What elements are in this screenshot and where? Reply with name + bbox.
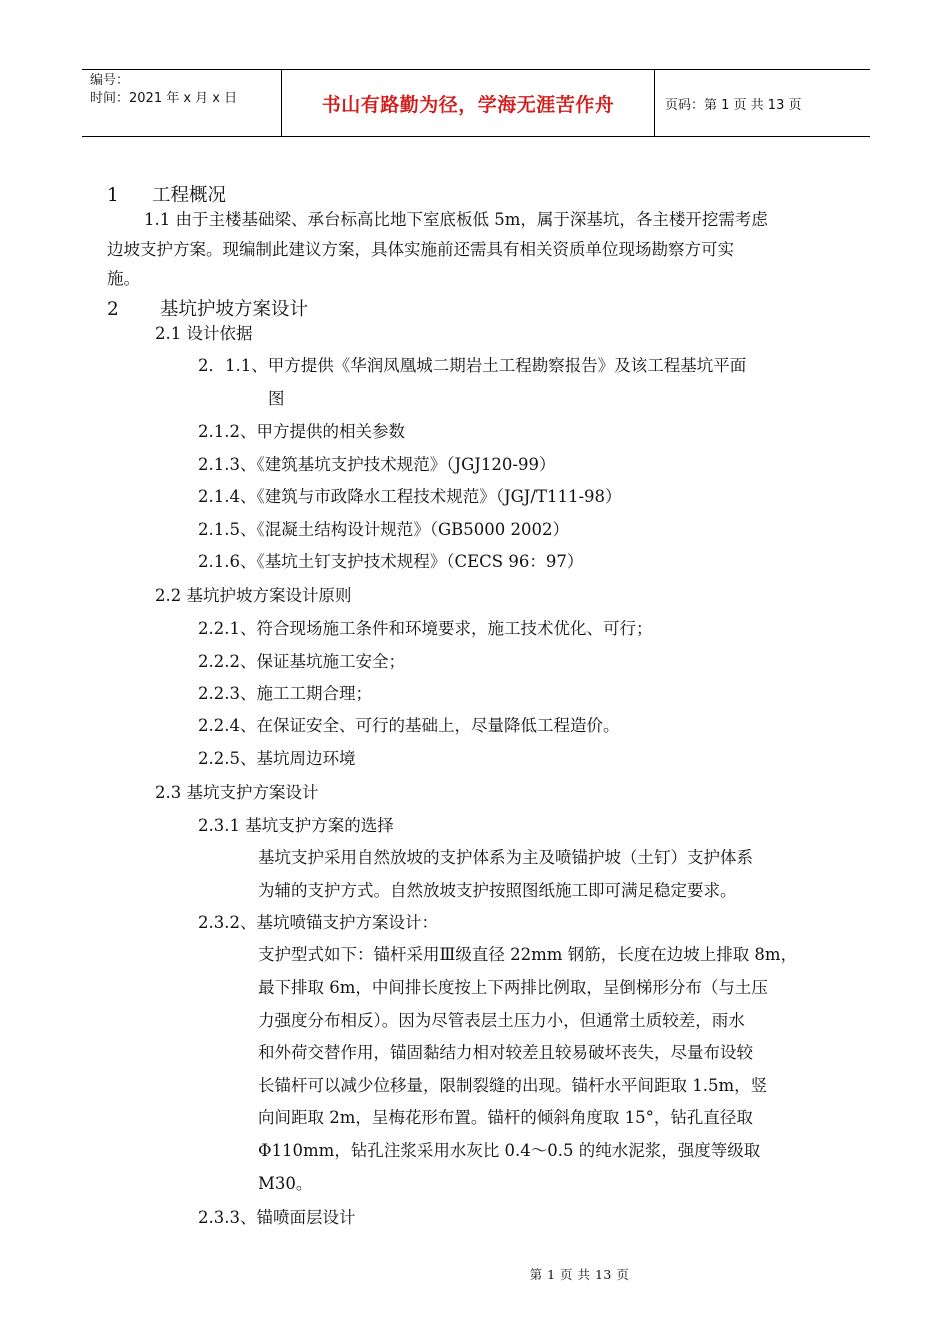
list-item: 2.2.2、保证基坑施工安全； bbox=[198, 652, 405, 671]
list-item: 2.3.1 基坑支护方案的选择 bbox=[198, 816, 394, 835]
paragraph-line: 向间距取 2m，呈梅花形布置。锚杆的倾斜角度取 15°，钻孔直径取 bbox=[258, 1108, 753, 1127]
serial-label: 编号： bbox=[90, 73, 130, 88]
list-item: 2.2.4、在保证安全、可行的基础上，尽量降低工程造价。 bbox=[198, 716, 620, 735]
footer-page-number: 第 1 页 共 13 页 bbox=[529, 1267, 630, 1282]
motto: 书山有路勤为径，学海无涯苦作舟 bbox=[321, 93, 615, 116]
paragraph-line: 力强度分布相反）。因为尽管表层土压力小，但通常土质较差，雨水 bbox=[258, 1011, 745, 1030]
header-meta bbox=[82, 70, 282, 136]
page-header bbox=[82, 69, 870, 137]
section-1-title: 工程概况 bbox=[152, 185, 227, 206]
page-footer bbox=[0, 1250, 950, 1283]
paragraph-line: 支护型式如下：锚杆采用Ⅲ级直径 22mm 钢筋，长度在边坡上排取 8m， bbox=[258, 945, 798, 964]
subsection-heading: 2.2 基坑护坡方案设计原则 bbox=[155, 586, 352, 605]
list-item: 2.3.2、基坑喷锚支护方案设计： bbox=[198, 913, 438, 932]
page-info: 页码：第 1 页 共 13 页 bbox=[665, 97, 802, 113]
list-item: 2.1.4、《建筑与市政降水工程技术规范》（JGJ/T111-98） bbox=[198, 487, 622, 506]
section-2-heading bbox=[107, 300, 308, 320]
section-1-heading bbox=[107, 186, 226, 206]
list-item: 2.1.3、《建筑基坑支护技术规范》（JGJ120-99） bbox=[198, 455, 556, 474]
paragraph-1-line: 边坡支护方案。现编制此建议方案，具体实施前还需具有相关资质单位现场勘察方可实 bbox=[107, 240, 734, 259]
header-motto-cell bbox=[282, 70, 655, 136]
list-item: 2.1.6、《基坑土钉支护技术规程》（CECS 96：97） bbox=[198, 552, 584, 571]
header-page-cell bbox=[655, 70, 870, 136]
section-2-number: 2 bbox=[107, 299, 119, 320]
list-item: 2.3.3、锚喷面层设计 bbox=[198, 1208, 356, 1227]
list-item: 2.2.3、施工工期合理； bbox=[198, 684, 372, 703]
list-item: 2．1.1、甲方提供《华润凤凰城二期岩土工程勘察报告》及该工程基坑平面 bbox=[198, 356, 747, 375]
date-label: 时间：2021 年 x 月 x 日 bbox=[90, 91, 238, 106]
list-item-continuation: 图 bbox=[268, 389, 285, 408]
paragraph-1-line: 1.1 由于主楼基础梁、承台标高比地下室底板低 5m，属于深基坑，各主楼开挖需考虑 bbox=[144, 210, 768, 229]
paragraph-line: 最下排取 6m，中间排长度按上下两排比例取，呈倒梯形分布（与土压 bbox=[258, 978, 768, 997]
paragraph-1-line: 施。 bbox=[107, 269, 140, 288]
subsection-heading: 2.3 基坑支护方案设计 bbox=[155, 783, 319, 802]
list-item: 2.1.5、《混凝土结构设计规范》（GB5000 2002） bbox=[198, 520, 570, 539]
list-item: 2.2.5、基坑周边环境 bbox=[198, 749, 356, 768]
paragraph-line: 长锚杆可以减少位移量，限制裂缝的出现。锚杆水平间距取 1.5m，竖 bbox=[258, 1076, 768, 1095]
section-2-title: 基坑护坡方案设计 bbox=[160, 299, 309, 320]
list-item: 2.1.2、甲方提供的相关参数 bbox=[198, 422, 405, 441]
paragraph-line: 为辅的支护方式。自然放坡支护按照图纸施工即可满足稳定要求。 bbox=[258, 881, 737, 900]
section-1-number: 1 bbox=[107, 185, 119, 206]
list-item: 2.2.1、符合现场施工条件和环境要求，施工技术优化、可行； bbox=[198, 619, 653, 638]
paragraph-line: Φ110mm，钻孔注浆采用水灰比 0.4～0.5 的纯水泥浆，强度等级取 bbox=[258, 1141, 761, 1160]
subsection-heading: 2.1 设计依据 bbox=[155, 324, 253, 343]
paragraph-line: 和外荷交替作用，锚固黏结力相对较差且较易破坏丧失，尽量布设较 bbox=[258, 1043, 753, 1062]
paragraph-line: M30。 bbox=[258, 1174, 313, 1193]
paragraph-line: 基坑支护采用自然放坡的支护体系为主及喷锚护坡（土钉）支护体系 bbox=[258, 848, 753, 867]
